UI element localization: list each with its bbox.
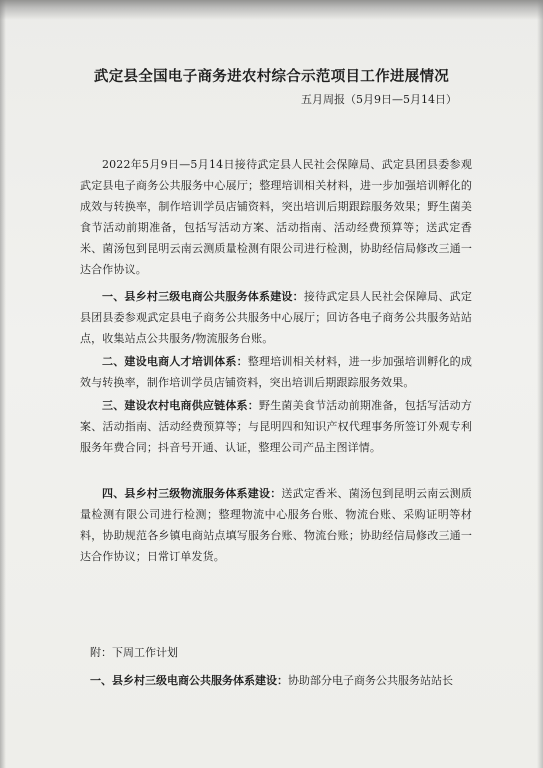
appendix-title: 附：下周工作计划 <box>90 646 178 659</box>
section-public-service <box>80 286 472 349</box>
section-supply-chain <box>80 395 472 458</box>
section-heading: 二、建设电商人才培训体系： <box>102 355 248 368</box>
scan-shadow-right <box>537 0 543 768</box>
next-week-heading: 一、县乡村三级电商公共服务体系建设： <box>90 674 288 687</box>
document-subtitle: 五月周报（5月9日—5月14日） <box>301 93 457 106</box>
document-title: 武定县全国电子商务进农村综合示范项目工作进展情况 <box>93 68 450 85</box>
next-week-text: 协助部分电子商务公共服务站站长 <box>288 674 453 687</box>
section-heading: 三、建设农村电商供应链体系： <box>102 399 259 412</box>
section-talent-training <box>80 351 472 393</box>
section-text: 野生菌美食节活动前期准备，包括写活动方案、活动指南、活动经费预算等；与昆明四和知识产权代理事务所签订外观专利服务年费合同；抖音号开通、认证，整理公司产品主图详情。 <box>80 399 472 454</box>
section-text: 接待武定县人民社会保障局、武定县团县委参观武定县电子商务公共服务中心展厅；回访各电子商务公共服务站站点，收集站点公共服务/物流服务台账。 <box>80 290 473 345</box>
summary-paragraph <box>80 154 472 280</box>
section-heading: 四、县乡村三级物流服务体系建设： <box>102 487 282 500</box>
section-text: 整理培训相关材料，进一步加强培训孵化的成效与转换率，制作培训学员店铺资料，突出培训后期跟踪服务效果。 <box>80 355 472 389</box>
paragraph-text: 2022年5月9日—5月14日接待武定县人民社会保障局、武定县团县委参观武定县电子商务公共服务中心展厅；整理培训相关材料，进一步加强培训孵化的成效与转换率，制作培训学员店铺资料，突出培训后期跟踪服务效果；野生菌美食节活动前期准备，包括写活动方案、活动指南、活动经费预算等；送武定香米、菌汤包到昆明云南云测质量检测有限公司进行检测，协助经信局修改三通一达合作协议。 <box>80 158 472 276</box>
next-week-item <box>90 672 470 688</box>
section-text: 送武定香米、菌汤包到昆明云南云测质量检测有限公司进行检测；整理物流中心服务台账、物流台账、采购证明等材料，协助规范各乡镇电商站点填写服务台账、物流台账；协助经信局修改三通一达合作协议；日常订单发货。 <box>80 487 472 563</box>
scan-shadow-top <box>0 0 543 20</box>
section-heading: 一、县乡村三级电商公共服务体系建设： <box>102 290 304 303</box>
section-logistics <box>80 483 472 567</box>
scan-shadow-left <box>0 0 6 768</box>
